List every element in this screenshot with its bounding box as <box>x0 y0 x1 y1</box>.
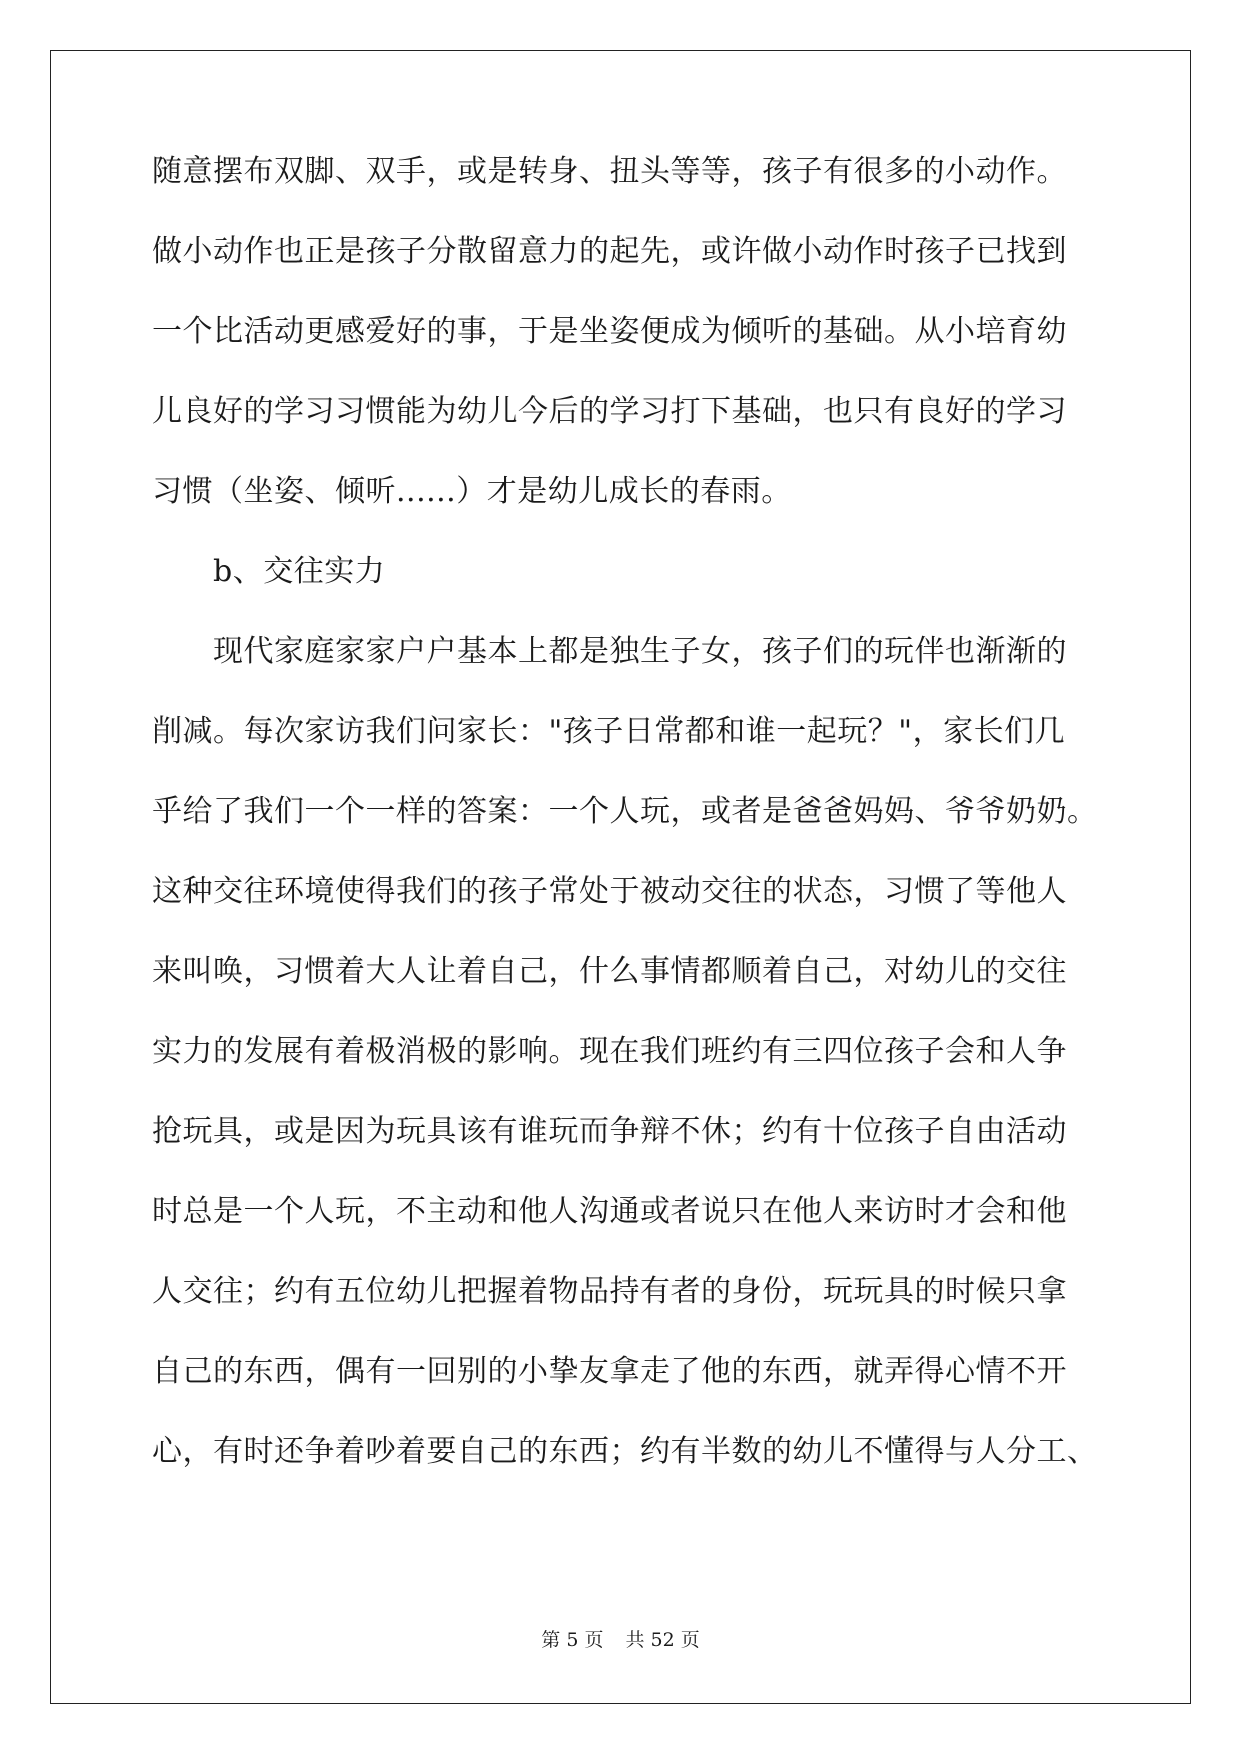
body-line-16: 自己的东西，偶有一回别的小挚友拿走了他的东西，就弄得心情不开 <box>152 1354 1067 1389</box>
body-line-4: 儿良好的学习习惯能为幼儿今后的学习打下基础，也只有良好的学习 <box>152 394 1067 429</box>
body-line-12: 实力的发展有着极消极的影响。现在我们班约有三四位孩子会和人争 <box>152 1034 1067 1069</box>
section-heading: b、交往实力 <box>213 554 386 589</box>
page-number: 第 5 页 <box>541 1629 604 1651</box>
body-line-9: 乎给了我们一个一样的答案：一个人玩，或者是爸爸妈妈、爷爷奶奶。 <box>152 794 1098 829</box>
body-line-5: 习惯（坐姿、倾听......）才是幼儿成长的春雨。 <box>152 474 792 509</box>
body-line-8: 削减。每次家访我们问家长："孩子日常都和谁一起玩？"，家长们几 <box>152 714 1066 749</box>
page-total: 共 52 页 <box>625 1629 700 1651</box>
body-line-15: 人交往；约有五位幼儿把握着物品持有者的身份，玩玩具的时候只拿 <box>152 1274 1067 1309</box>
body-line-11: 来叫唤，习惯着大人让着自己，什么事情都顺着自己，对幼儿的交往 <box>152 954 1067 989</box>
body-line-14: 时总是一个人玩，不主动和他人沟通或者说只在他人来访时才会和他 <box>152 1194 1067 1229</box>
body-line-13: 抢玩具，或是因为玩具该有谁玩而争辩不休；约有十位孩子自由活动 <box>152 1114 1067 1149</box>
body-line-2: 做小动作也正是孩子分散留意力的起先，或许做小动作时孩子已找到 <box>152 234 1067 269</box>
body-line-1: 随意摆布双脚、双手，或是转身、扭头等等，孩子有很多的小动作。 <box>152 154 1067 189</box>
body-line-3: 一个比活动更感爱好的事，于是坐姿便成为倾听的基础。从小培育幼 <box>152 314 1067 349</box>
body-line-10: 这种交往环境使得我们的孩子常处于被动交往的状态，习惯了等他人 <box>152 874 1067 909</box>
page-footer <box>0 1628 1241 1652</box>
body-line-7: 现代家庭家家户户基本上都是独生子女，孩子们的玩伴也渐渐的 <box>213 634 1067 669</box>
body-line-17: 心，有时还争着吵着要自己的东西；约有半数的幼儿不懂得与人分工、 <box>152 1434 1098 1469</box>
